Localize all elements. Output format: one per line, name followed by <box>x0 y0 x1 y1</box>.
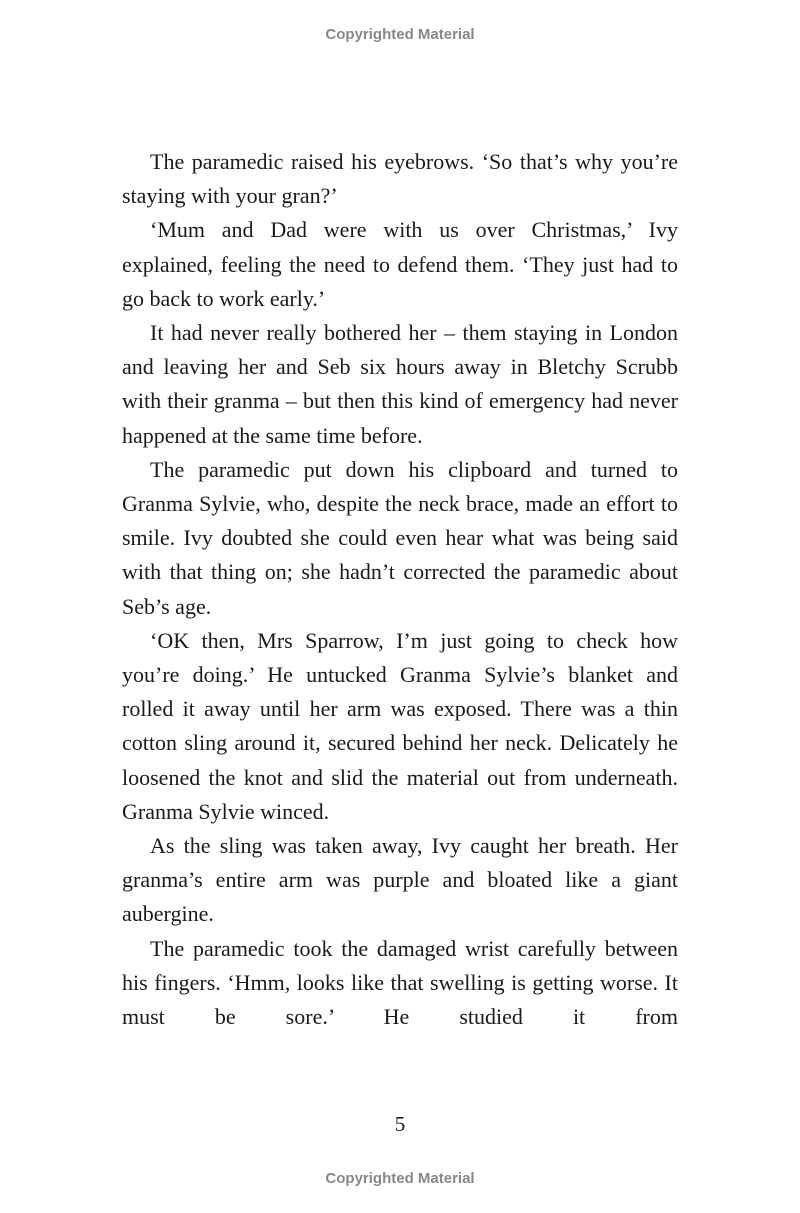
paragraph: The paramedic put down his clipboard and turned to Granma Sylvie, who, despite the neck brace, made an effort to smile. Ivy doubted she could even hear what was being said with that thing on; she hadn’t corrected the paramedic about Seb’s age. <box>122 456 678 619</box>
page-number: 5 <box>394 1112 406 1136</box>
body-text <box>122 145 678 1034</box>
paragraph: ‘Mum and Dad were with us over Christmas,’ Ivy explained, feeling the need to defend them. ‘They just had to go back to work early.’ <box>122 217 678 311</box>
paragraph: As the sling was taken away, Ivy caught her breath. Her granma’s entire arm was purple and bloated like a giant aubergine. <box>122 833 678 927</box>
paragraph: The paramedic took the damaged wrist carefully between his fingers. ‘Hmm, looks like that swelling is getting worse. It must be sore.’ He studied it from <box>122 935 678 1030</box>
paragraph: ‘OK then, Mrs Sparrow, I’m just going to check how you’re doing.’ He untucked Granma Sylvie’s blanket and rolled it away until her arm was exposed. There was a thin cotton sling around it, secured behind her neck. Delicately he loosened the knot and slid the material out from underneath. Granma Sylvie winced. <box>122 627 678 824</box>
paragraph: The paramedic raised his eyebrows. ‘So that’s why you’re staying with your gran?’ <box>122 149 678 209</box>
paragraph: It had never really bothered her – them staying in London and leaving her and Seb six hours away in Bletchy Scrubb with their granma – but then this kind of emergency had never happened at the same time before. <box>122 320 678 448</box>
copyright-watermark-bottom: Copyrighted Material <box>325 1170 475 1187</box>
copyright-watermark-top: Copyrighted Material <box>325 26 475 43</box>
